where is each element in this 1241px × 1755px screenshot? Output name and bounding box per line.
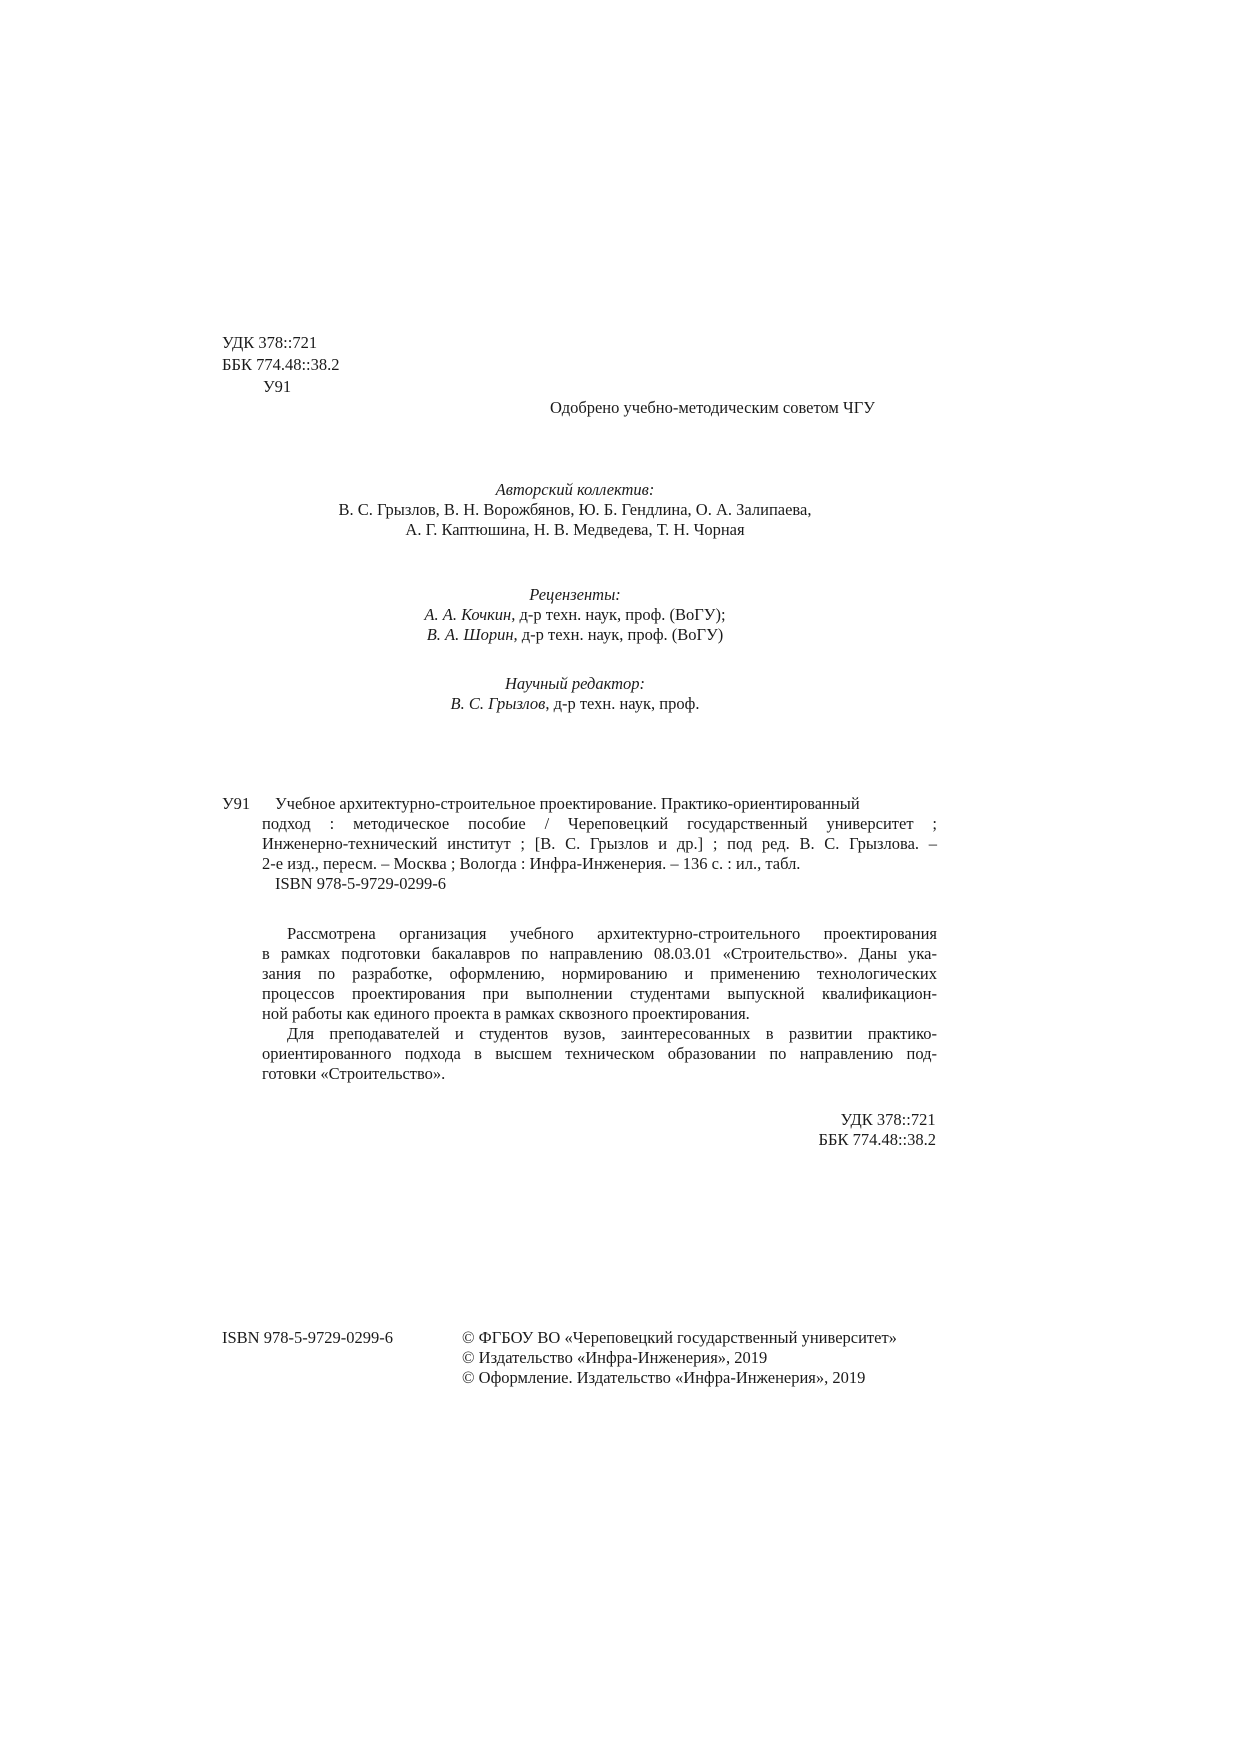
udk-code: УДК 378::721 (840, 1110, 936, 1129)
editor-block (240, 674, 910, 714)
copyright-line: © Оформление. Издательство «Инфра-Инженерия», 2019 (462, 1368, 866, 1387)
footer-isbn: ISBN 978-5-9729-0299-6 (222, 1328, 393, 1347)
bibliography-line: подход : методическое пособие / Череповецкий государственный университет ; (262, 814, 937, 833)
editor-heading: Научный редактор: (504, 674, 646, 693)
copyright-block (462, 1328, 897, 1388)
abstract-line: ориентированного подхода в высшем техническом образовании по направлению под- (262, 1044, 937, 1063)
bibliography-record (262, 794, 937, 894)
approval-note: Одобрено учебно-методическим советом ЧГУ (550, 398, 875, 417)
abstract-line: Для преподавателей и студентов вузов, заинтересованных в развитии практико- (287, 1024, 937, 1043)
reviewer-credentials: д-р техн. наук, проф. (ВоГУ) (517, 625, 724, 644)
authors-block (240, 480, 910, 540)
abstract-line: ной работы как единого проекта в рамках сквозного проектирования. (262, 1004, 750, 1023)
abstract-line: зания по разработке, оформлению, нормированию и применению технологических (262, 964, 937, 983)
editor-credentials: , д-р техн. наук, проф. (545, 694, 700, 713)
reviewer-line (240, 605, 910, 625)
abstract (262, 924, 937, 1084)
copyright-line: © ФГБОУ ВО «Череповецкий государственный университет» (462, 1328, 897, 1347)
abstract-line: готовки «Строительство». (262, 1064, 446, 1083)
authors-heading: Авторский коллектив: (495, 480, 655, 499)
reviewers-block (240, 585, 910, 645)
reviewer-credentials: д-р техн. наук, проф. (ВоГУ); (515, 605, 726, 624)
abstract-classification (819, 1110, 937, 1150)
bibliography-mark: У91 (222, 794, 251, 813)
abstract-line: процессов проектирования при выполнении студентами выпускной квалификацион- (262, 984, 937, 1003)
author-mark: У91 (263, 377, 292, 396)
reviewer-name: В. А. Шорин, (426, 625, 518, 644)
bbk-code: ББК 774.48::38.2 (222, 355, 340, 374)
editor-line (240, 694, 910, 714)
bibliography-isbn: ISBN 978-5-9729-0299-6 (275, 874, 446, 893)
copyright-line: © Издательство «Инфра-Инженерия», 2019 (462, 1348, 768, 1367)
abstract-line: Рассмотрена организация учебного архитектурно-строительного проектирования (287, 924, 937, 943)
bibliography-line: 2-е изд., пересм. – Москва ; Вологда : Инфра-Инженерия. – 136 с. : ил., табл. (262, 854, 801, 873)
authors-line: А. Г. Каптюшина, Н. В. Медведева, Т. Н. Чорная (405, 520, 745, 539)
bibliography-line: Учебное архитектурно-строительное проектирование. Практико-ориентированный (275, 794, 860, 813)
authors-line: В. С. Грызлов, В. Н. Ворожбянов, Ю. Б. Гендлина, О. А. Залипаева, (338, 500, 812, 519)
reviewer-name: А. А. Кочкин, (424, 605, 516, 624)
reviewers-heading: Рецензенты: (529, 585, 621, 604)
abstract-line: в рамках подготовки бакалавров по направлению 08.03.01 «Строительство». Даны ука- (262, 944, 937, 963)
reviewer-line (240, 625, 910, 645)
udk-code: УДК 378::721 (222, 333, 318, 352)
editor-name: В. С. Грызлов (450, 694, 546, 713)
bbk-code: ББК 774.48::38.2 (818, 1130, 936, 1149)
bibliography-line: Инженерно-технический институт ; [В. С. Грызлов и др.] ; под ред. В. С. Грызлова. – (262, 834, 937, 853)
